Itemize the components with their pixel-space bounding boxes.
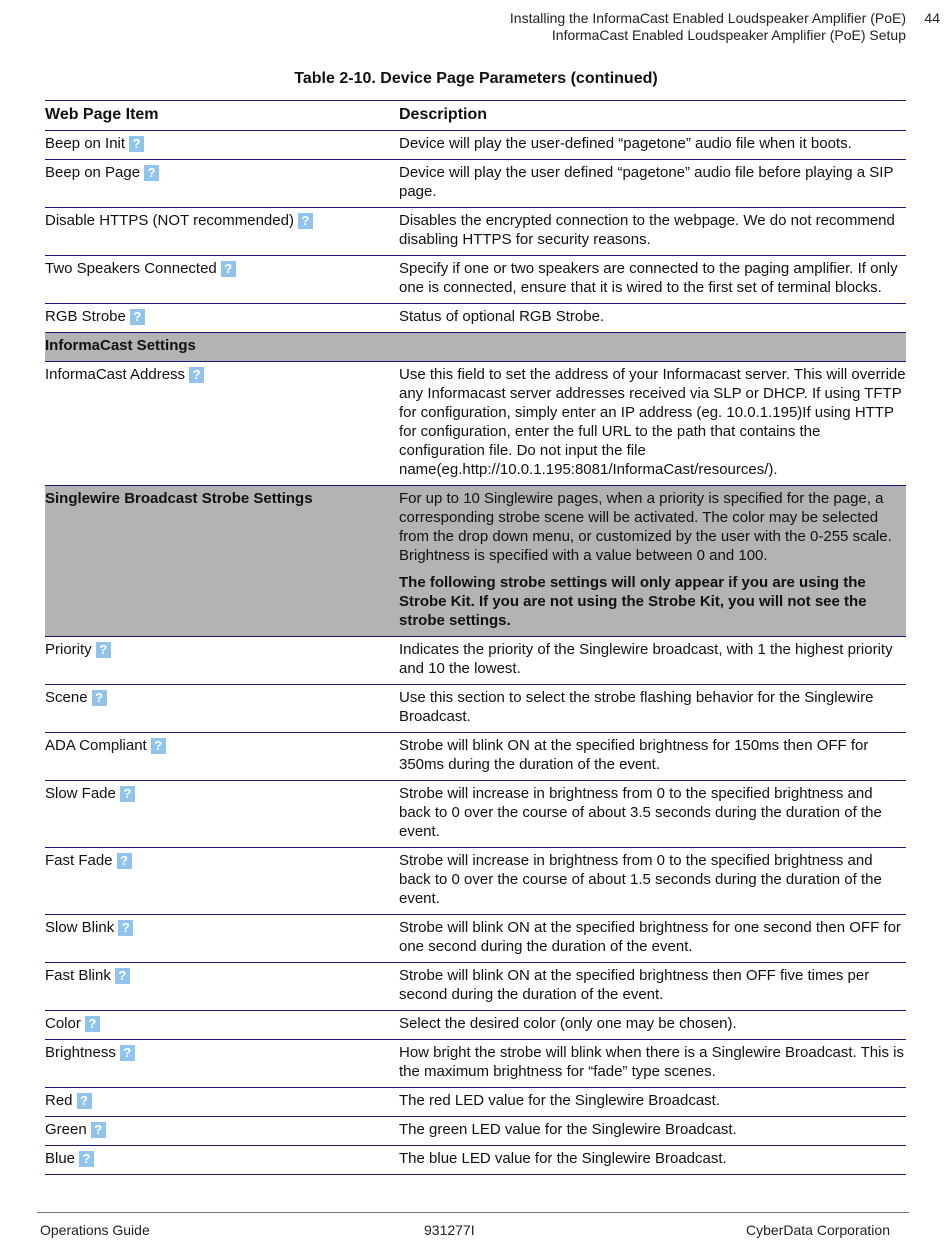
item-description: Indicates the priority of the Singlewire broadcast, with 1 the highest priority and 10 the lowest.: [399, 641, 893, 677]
page-number: 44: [924, 10, 940, 26]
section-row: [45, 333, 906, 362]
item-label: Two Speakers Connected: [45, 260, 217, 277]
section-description-text: For up to 10 Singlewire pages, when a priority is specified for the page, a corresponding strobe scene will be activated. The color may be selected from the drop down menu, or customized by the user with the 0-255 scale. Brightness is specified with a value between 0 and 100.: [399, 490, 892, 564]
footer-company: CyberData Corporation: [746, 1222, 890, 1238]
item-cell: [45, 1117, 399, 1146]
section-heading: InformaCast Settings: [45, 333, 399, 362]
item-label: Blue: [45, 1150, 76, 1167]
item-description: Disables the encrypted connection to the webpage. We do not recommend disabling HTTPS for security reasons.: [399, 212, 895, 248]
help-icon: ?: [77, 1093, 92, 1109]
item-cell: [45, 256, 399, 304]
help-icon: ?: [118, 920, 133, 936]
item-description: Device will play the user defined “pagetone” audio file before playing a SIP page.: [399, 164, 894, 200]
item-cell: [45, 1146, 399, 1175]
item-label: Scene: [45, 689, 88, 706]
item-label: RGB Strobe: [45, 308, 126, 325]
table-row: [45, 637, 906, 685]
item-cell: [45, 1011, 399, 1040]
table-row: [45, 685, 906, 733]
table-row: [45, 1146, 906, 1175]
table-row: [45, 256, 906, 304]
column-header-item: Web Page Item: [45, 106, 159, 123]
header-section: InformaCast Enabled Loudspeaker Amplifier (PoE) Setup: [551, 27, 906, 43]
item-description: Specify if one or two speakers are connected to the paging amplifier. If only one is connected, ensure that it is wired to the first set of terminal blocks.: [399, 260, 898, 296]
item-label: Green: [45, 1121, 87, 1138]
footer-guide-name: Operations Guide: [40, 1222, 150, 1238]
item-label: Beep on Page: [45, 164, 141, 181]
device-parameters-table: [45, 100, 906, 1175]
table-row: [45, 160, 906, 208]
help-icon: ?: [91, 1122, 106, 1138]
running-header: [509, 10, 940, 44]
table-row: [45, 1011, 906, 1040]
item-label: Red: [45, 1092, 73, 1109]
item-label: Slow Blink: [45, 919, 115, 936]
help-icon: ?: [79, 1151, 94, 1167]
column-header-description: Description: [399, 106, 488, 123]
item-cell: [45, 733, 399, 781]
table-row: [45, 963, 906, 1011]
table-row: [45, 915, 906, 963]
item-description: Use this section to select the strobe flashing behavior for the Singlewire Broadcast.: [399, 689, 874, 725]
help-icon: ?: [117, 853, 132, 869]
item-description: The blue LED value for the Singlewire Broadcast.: [399, 1150, 727, 1167]
item-cell: [45, 1040, 399, 1088]
section-row: [45, 486, 906, 637]
table-row: [45, 362, 906, 486]
item-description: Strobe will blink ON at the specified brightness then OFF five times per second during the duration of the event.: [399, 967, 870, 1003]
table-row: [45, 781, 906, 848]
help-icon: ?: [144, 165, 159, 181]
help-icon: ?: [120, 786, 135, 802]
item-label: Fast Fade: [45, 852, 113, 869]
item-cell: [45, 131, 399, 160]
item-cell: [45, 304, 399, 333]
item-label: Brightness: [45, 1044, 116, 1061]
item-description: Strobe will blink ON at the specified brightness for one second then OFF for one second during the duration of the event.: [399, 919, 901, 955]
help-icon: ?: [96, 642, 111, 658]
item-description: Device will play the user-defined “pagetone” audio file when it boots.: [399, 135, 852, 152]
item-description: The green LED value for the Singlewire Broadcast.: [399, 1121, 737, 1138]
help-icon: ?: [221, 261, 236, 277]
help-icon: ?: [129, 136, 144, 152]
footer-rule: [37, 1212, 909, 1213]
item-cell: [45, 915, 399, 963]
table-row: [45, 848, 906, 915]
item-label: ADA Compliant: [45, 737, 147, 754]
help-icon: ?: [115, 968, 130, 984]
table-title: Table 2-10. Device Page Parameters (continued): [294, 70, 658, 87]
section-description: [399, 486, 906, 637]
help-icon: ?: [120, 1045, 135, 1061]
item-cell: [45, 160, 399, 208]
item-description: Select the desired color (only one may be chosen).: [399, 1015, 737, 1032]
section-heading: Singlewire Broadcast Strobe Settings: [45, 486, 399, 637]
item-label: Beep on Init: [45, 135, 126, 152]
section-note: The following strobe settings will only appear if you are using the Strobe Kit. If you are not using the Strobe Kit, you will not see the strobe settings.: [399, 574, 867, 629]
item-cell: [45, 685, 399, 733]
table-row: [45, 131, 906, 160]
item-cell: [45, 1088, 399, 1117]
item-label: InformaCast Address: [45, 366, 186, 383]
item-label: Slow Fade: [45, 785, 116, 802]
item-description: Use this field to set the address of your Informacast server. This will override any Informacast server addresses received via SLP or DHCP. If using TFTP for configuration, simply enter an IP address (eg. 10.0.1.195)If using HTTP for configuration, enter the full URL to the path that contains the configuration file. Do not input the file name(eg.http://10.0.1.195:8081/InformaCast/resources/).: [399, 366, 906, 478]
item-label: Color: [45, 1015, 81, 1032]
table-body: [45, 131, 906, 1175]
help-icon: ?: [92, 690, 107, 706]
item-description: Status of optional RGB Strobe.: [399, 308, 605, 325]
item-label: Fast Blink: [45, 967, 111, 984]
table-row: [45, 1088, 906, 1117]
help-icon: ?: [151, 738, 166, 754]
item-cell: [45, 362, 399, 486]
item-cell: [45, 781, 399, 848]
footer-doc-number: 931277I: [424, 1222, 475, 1238]
item-label: Priority: [45, 641, 92, 658]
table-row: [45, 208, 906, 256]
item-label: Disable HTTPS (NOT recommended): [45, 212, 294, 229]
item-description: Strobe will blink ON at the specified brightness for 150ms then OFF for 350ms during the duration of the event.: [399, 737, 869, 773]
item-cell: [45, 208, 399, 256]
item-cell: [45, 848, 399, 915]
item-description: Strobe will increase in brightness from 0 to the specified brightness and back to 0 over the course of about 3.5 seconds during the duration of the event.: [399, 785, 882, 840]
help-icon: ?: [298, 213, 313, 229]
help-icon: ?: [130, 309, 145, 325]
table-row: [45, 304, 906, 333]
help-icon: ?: [85, 1016, 100, 1032]
item-description: How bright the strobe will blink when there is a Singlewire Broadcast. This is the maximum brightness for “fade” type scenes.: [399, 1044, 904, 1080]
table-header-row: [45, 101, 906, 131]
item-description: Strobe will increase in brightness from 0 to the specified brightness and back to 0 over the course of about 1.5 seconds during the duration of the event.: [399, 852, 882, 907]
item-cell: [45, 963, 399, 1011]
table-row: [45, 1117, 906, 1146]
header-chapter: Installing the InformaCast Enabled Loudspeaker Amplifier (PoE): [509, 10, 906, 26]
section-description: [399, 333, 906, 362]
help-icon: ?: [189, 367, 204, 383]
item-cell: [45, 637, 399, 685]
item-description: The red LED value for the Singlewire Broadcast.: [399, 1092, 720, 1109]
table-row: [45, 1040, 906, 1088]
table-row: [45, 733, 906, 781]
